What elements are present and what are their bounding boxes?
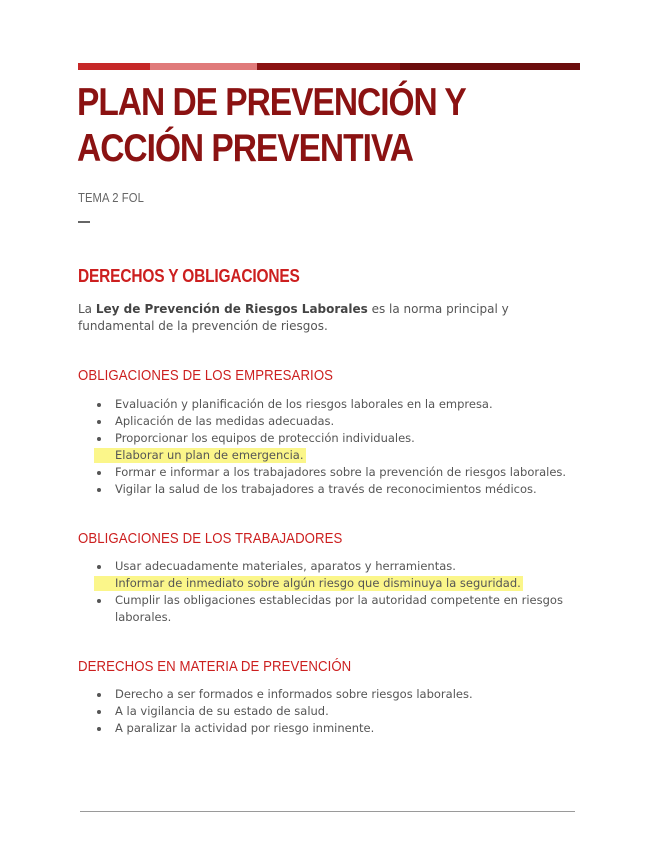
decorative-top-bar bbox=[78, 63, 580, 70]
top-bar-segment bbox=[150, 63, 257, 70]
list-item-text: Usar adecuadamente materiales, aparatos y herramientas. bbox=[115, 559, 456, 573]
bullet-icon bbox=[97, 403, 101, 407]
worker-obligations-list bbox=[78, 558, 578, 626]
list-item-text: Proporcionar los equipos de protección individuales. bbox=[115, 431, 415, 445]
list-item bbox=[78, 396, 578, 413]
subsection-heading-rights: DERECHOS EN MATERIA DE PREVENCIÓN bbox=[78, 658, 352, 675]
list-item bbox=[78, 558, 578, 575]
list-item bbox=[78, 413, 578, 430]
top-bar-segment bbox=[78, 63, 150, 70]
footer-divider bbox=[80, 811, 575, 812]
bullet-icon bbox=[97, 727, 101, 731]
document-title bbox=[77, 80, 524, 172]
list-item bbox=[78, 464, 578, 481]
list-item-text: Informar de inmediato sobre algún riesgo que disminuya la seguridad. bbox=[115, 576, 521, 590]
intro-prefix: La bbox=[78, 302, 96, 316]
intro-paragraph bbox=[78, 301, 568, 335]
list-item-text: A paralizar la actividad por riesgo inminente. bbox=[115, 721, 375, 735]
employer-obligations-list bbox=[78, 396, 578, 498]
list-item bbox=[78, 575, 578, 592]
list-item-text: Elaborar un plan de emergencia. bbox=[115, 448, 304, 462]
intro-bold-law-name: Ley de Prevención de Riesgos Laborales bbox=[95, 302, 368, 316]
bullet-icon bbox=[97, 420, 101, 424]
title-line-1: PLAN DE PREVENCIÓN Y bbox=[77, 81, 466, 124]
list-item-text: Formar e informar a los trabajadores sobre la prevención de riesgos laborales. bbox=[115, 465, 567, 479]
bullet-icon bbox=[97, 565, 101, 569]
list-item bbox=[78, 703, 578, 720]
list-item bbox=[78, 430, 578, 447]
list-item bbox=[78, 481, 578, 498]
bullet-icon bbox=[97, 599, 101, 603]
list-item-text: Derecho a ser formados e informados sobre riesgos laborales. bbox=[115, 687, 473, 701]
subsection-heading-employers: OBLIGACIONES DE LOS EMPRESARIOS bbox=[78, 367, 334, 384]
list-item bbox=[78, 686, 578, 703]
list-item-text: Cumplir las obligaciones establecidas por la autoridad competente en riesgos laborales. bbox=[115, 593, 563, 624]
bullet-icon bbox=[97, 693, 101, 697]
list-item bbox=[78, 447, 578, 464]
top-bar-segment bbox=[400, 63, 580, 70]
section-heading: DERECHOS Y OBLIGACIONES bbox=[78, 266, 300, 286]
subtitle-divider bbox=[78, 221, 90, 223]
list-item-text: Evaluación y planificación de los riesgos laborales en la empresa. bbox=[115, 397, 493, 411]
list-item bbox=[78, 720, 578, 737]
top-bar-segment bbox=[257, 63, 400, 70]
title-line-2: ACCIÓN PREVENTIVA bbox=[77, 127, 413, 170]
intro-suffix: es la norma principal y fundamental de la prevención de riesgos. bbox=[78, 302, 509, 333]
prevention-rights-list bbox=[78, 686, 578, 737]
document-subtitle: TEMA 2 FOL bbox=[78, 191, 144, 205]
list-item-text: Vigilar la salud de los trabajadores a través de reconocimientos médicos. bbox=[115, 482, 537, 496]
bullet-icon bbox=[97, 710, 101, 714]
subsection-heading-workers: OBLIGACIONES DE LOS TRABAJADORES bbox=[78, 530, 343, 547]
list-item-text: A la vigilancia de su estado de salud. bbox=[115, 704, 329, 718]
bullet-icon bbox=[97, 437, 101, 441]
bullet-icon bbox=[97, 488, 101, 492]
list-item bbox=[78, 592, 578, 626]
list-item-text: Aplicación de las medidas adecuadas. bbox=[115, 414, 335, 428]
bullet-icon bbox=[97, 471, 101, 475]
